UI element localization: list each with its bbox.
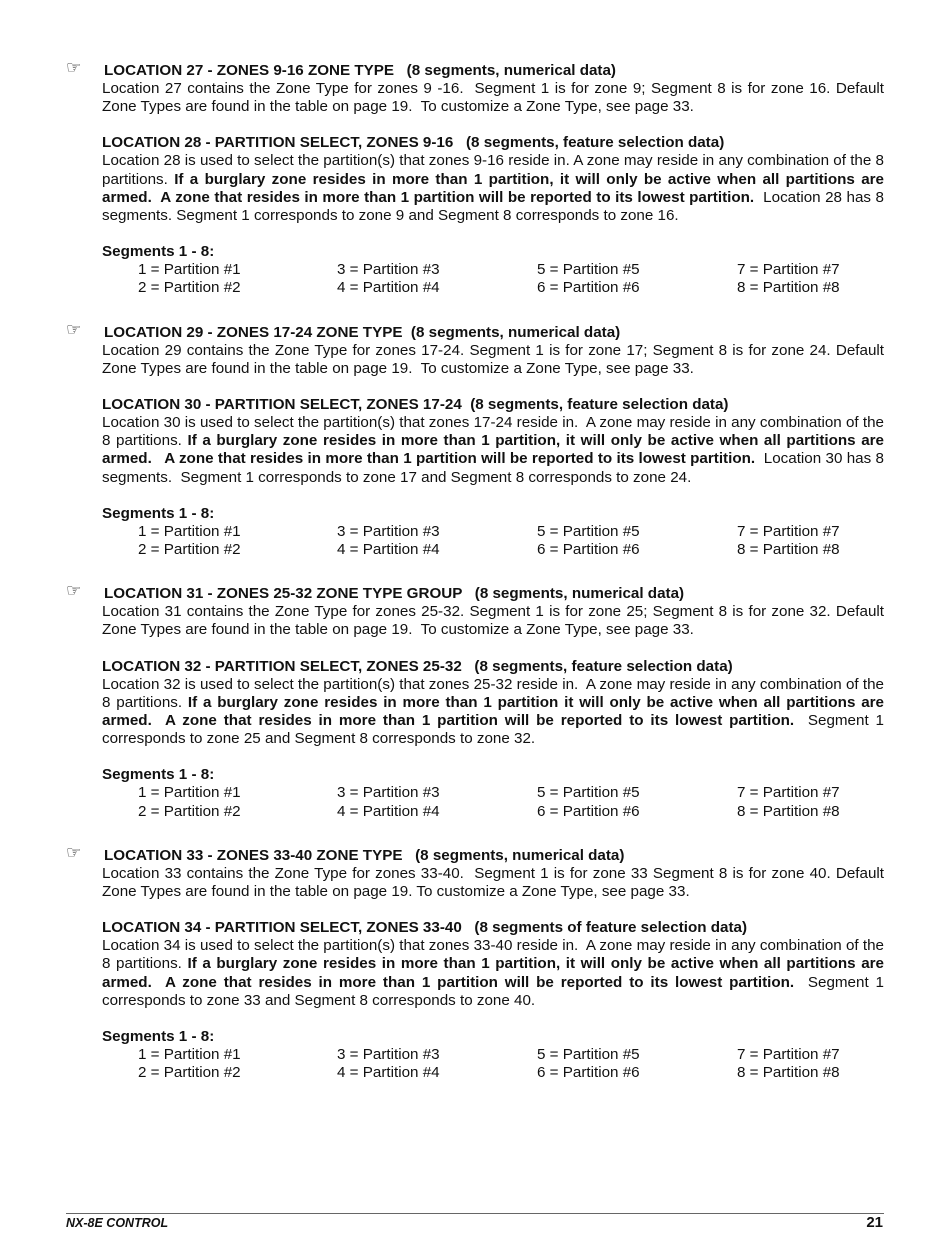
partition-grid (138, 261, 884, 297)
partition-option: 6 = Partition #6 (537, 1064, 640, 1082)
body-text: Segment 1 corresponds to zone 33 and Segment 8 corresponds to zone 40. (102, 973, 889, 1009)
partition-option: 3 = Partition #3 (337, 784, 440, 802)
spacer (102, 748, 884, 766)
partition-option: 2 = Partition #2 (138, 802, 241, 820)
body-text: Location 28 has 8 segments. Segment 1 corresponds to zone 9 and Segment 8 corresponds to zone 16. (102, 188, 889, 225)
section-body (102, 675, 889, 749)
segments-label: Segments 1 - 8: (102, 1028, 215, 1046)
location-section (66, 58, 889, 116)
partition-option: 2 = Partition #2 (138, 279, 241, 297)
section-body (102, 864, 889, 901)
partition-grid (138, 523, 884, 559)
partition-option: 8 = Partition #8 (737, 1064, 840, 1082)
partition-option: 1 = Partition #1 (138, 261, 241, 279)
body-emphasis: If a burglary zone resides in more than 1 partition, it will only be active when all partitions are armed. A zone that resides in more than 1 partition will be reported to its lowest partition. (102, 170, 889, 206)
body-text: Segment 1 corresponds to zone 25 and Segment 8 corresponds to zone 32. (102, 712, 889, 748)
partition-option: 1 = Partition #1 (138, 784, 241, 802)
body-text: Location 30 is used to select the partition(s) that zones 17-24 reside in. A zone may reside in any combination of the 8 partitions. (102, 414, 889, 450)
location-section (66, 581, 889, 639)
body-emphasis: If a burglary zone resides in more than 1 partition, it will only be active when all partitions are armed. A zone that resides in more than 1 partition will be reported to its lowest partition. (102, 955, 889, 991)
partition-option: 7 = Partition #7 (737, 784, 840, 802)
section-body (102, 414, 889, 487)
page-content (66, 58, 889, 1109)
section-title: LOCATION 32 - PARTITION SELECT, ZONES 25-32 (8 segments, feature selection data) (102, 657, 733, 675)
partition-option: 1 = Partition #1 (138, 1046, 241, 1064)
partition-option: 5 = Partition #5 (537, 522, 640, 540)
section-title: LOCATION 28 - PARTITION SELECT, ZONES 9-16 (8 segments, feature selection data) (102, 134, 725, 152)
partition-option: 8 = Partition #8 (737, 279, 840, 297)
partition-option: 8 = Partition #8 (737, 802, 840, 820)
spacer (102, 1010, 884, 1028)
section-body (102, 603, 889, 639)
partition-option: 4 = Partition #4 (337, 802, 440, 820)
body-emphasis: If a burglary zone resides in more than 1 partition it will only be active when all partitions are armed. A zone that resides in more than 1 partition will be reported to its lowest partition. (102, 693, 889, 730)
footer-page-number: 21 (866, 1214, 883, 1231)
partition-option: 4 = Partition #4 (337, 541, 440, 559)
pointing-hand-icon: ☞ (66, 319, 82, 340)
spacer (102, 225, 884, 243)
partition-option: 2 = Partition #2 (138, 1064, 241, 1082)
pointing-hand-icon: ☞ (66, 581, 82, 602)
partition-option: 8 = Partition #8 (737, 541, 840, 559)
partition-option: 4 = Partition #4 (337, 1064, 440, 1082)
footer-product-name: NX-8E CONTROL (66, 1216, 169, 1230)
partition-option: 6 = Partition #6 (537, 541, 640, 559)
location-section (102, 657, 889, 821)
spacer (102, 487, 884, 505)
section-title: LOCATION 29 - ZONES 17-24 ZONE TYPE (8 segments, numerical data) (104, 323, 621, 341)
partition-option: 2 = Partition #2 (138, 541, 241, 559)
section-body (102, 80, 889, 116)
section-body (102, 152, 889, 225)
partition-option: 3 = Partition #3 (337, 261, 440, 279)
partition-option: 5 = Partition #5 (537, 261, 640, 279)
section-title: LOCATION 34 - PARTITION SELECT, ZONES 33-40 (8 segments of feature selection data) (102, 919, 748, 937)
partition-option: 4 = Partition #4 (337, 279, 440, 297)
body-text: Location 29 contains the Zone Type for zones 17-24. Segment 1 is for zone 17; Segment 8 is for zone 24. Default Zone Types are found in the table on page 19. To customize a Zone Type, see page 33. (102, 341, 889, 377)
section-body (102, 341, 889, 378)
partition-option: 7 = Partition #7 (737, 261, 840, 279)
body-text: Location 27 contains the Zone Type for zones 9 -16. Segment 1 is for zone 9; Segment 8 is for zone 16. Default Zone Types are found in the table on page 19. To customize a Zone Type, see page 33. (102, 80, 889, 116)
location-section (102, 919, 889, 1082)
partition-option: 3 = Partition #3 (337, 1046, 440, 1064)
location-section (102, 134, 889, 297)
partition-grid (138, 784, 884, 820)
body-text: Location 34 is used to select the partition(s) that zones 33-40 reside in. A zone may reside in any combination of the 8 partitions. (102, 937, 889, 973)
partition-grid (138, 1046, 884, 1082)
location-section (66, 842, 889, 901)
body-text: Location 30 has 8 segments. Segment 1 corresponds to zone 17 and Segment 8 corresponds to zone 24. (102, 450, 889, 486)
partition-option: 6 = Partition #6 (537, 802, 640, 820)
segments-label: Segments 1 - 8: (102, 243, 215, 261)
partition-option: 5 = Partition #5 (537, 1046, 640, 1064)
partition-option: 1 = Partition #1 (138, 522, 241, 540)
location-section (102, 396, 889, 559)
pointing-hand-icon: ☞ (66, 842, 82, 863)
section-body (102, 937, 889, 1010)
body-emphasis: If a burglary zone resides in more than 1 partition, it will only be active when all partitions are armed. A zone that resides in more than 1 partition will be reported to its lowest partition. (102, 432, 889, 468)
partition-option: 5 = Partition #5 (537, 784, 640, 802)
segments-label: Segments 1 - 8: (102, 504, 215, 522)
section-title: LOCATION 27 - ZONES 9-16 ZONE TYPE (8 segments, numerical data) (104, 62, 616, 79)
partition-option: 6 = Partition #6 (537, 279, 640, 297)
section-title: LOCATION 31 - ZONES 25-32 ZONE TYPE GROUP (8 segments, numerical data) (104, 585, 685, 603)
location-section (66, 319, 889, 378)
body-text: Location 32 is used to select the partition(s) that zones 25-32 reside in. A zone may reside in any combination of the 8 partitions. (102, 675, 889, 711)
body-text: Location 28 is used to select the partition(s) that zones 9-16 reside in. A zone may reside in any combination of the 8 partitions. (102, 152, 889, 188)
body-text: Location 31 contains the Zone Type for zones 25-32. Segment 1 is for zone 25; Segment 8 is for zone 32. Default Zone Types are found in the table on page 19. To customize a Zone Type, see page 33. (102, 603, 889, 639)
partition-option: 7 = Partition #7 (737, 522, 840, 540)
section-title: LOCATION 33 - ZONES 33-40 ZONE TYPE (8 segments, numerical data) (104, 846, 625, 864)
footer-divider (66, 1213, 884, 1214)
pointing-hand-icon: ☞ (66, 58, 82, 78)
partition-option: 7 = Partition #7 (737, 1046, 840, 1064)
section-title: LOCATION 30 - PARTITION SELECT, ZONES 17-24 (8 segments, feature selection data) (102, 396, 729, 414)
segments-label: Segments 1 - 8: (102, 766, 215, 784)
body-text: Location 33 contains the Zone Type for zones 33-40. Segment 1 is for zone 33 Segment 8 is for zone 40. Default Zone Types are found in the table on page 19. To customize a Zone Type, see page 33. (102, 864, 889, 901)
partition-option: 3 = Partition #3 (337, 522, 440, 540)
